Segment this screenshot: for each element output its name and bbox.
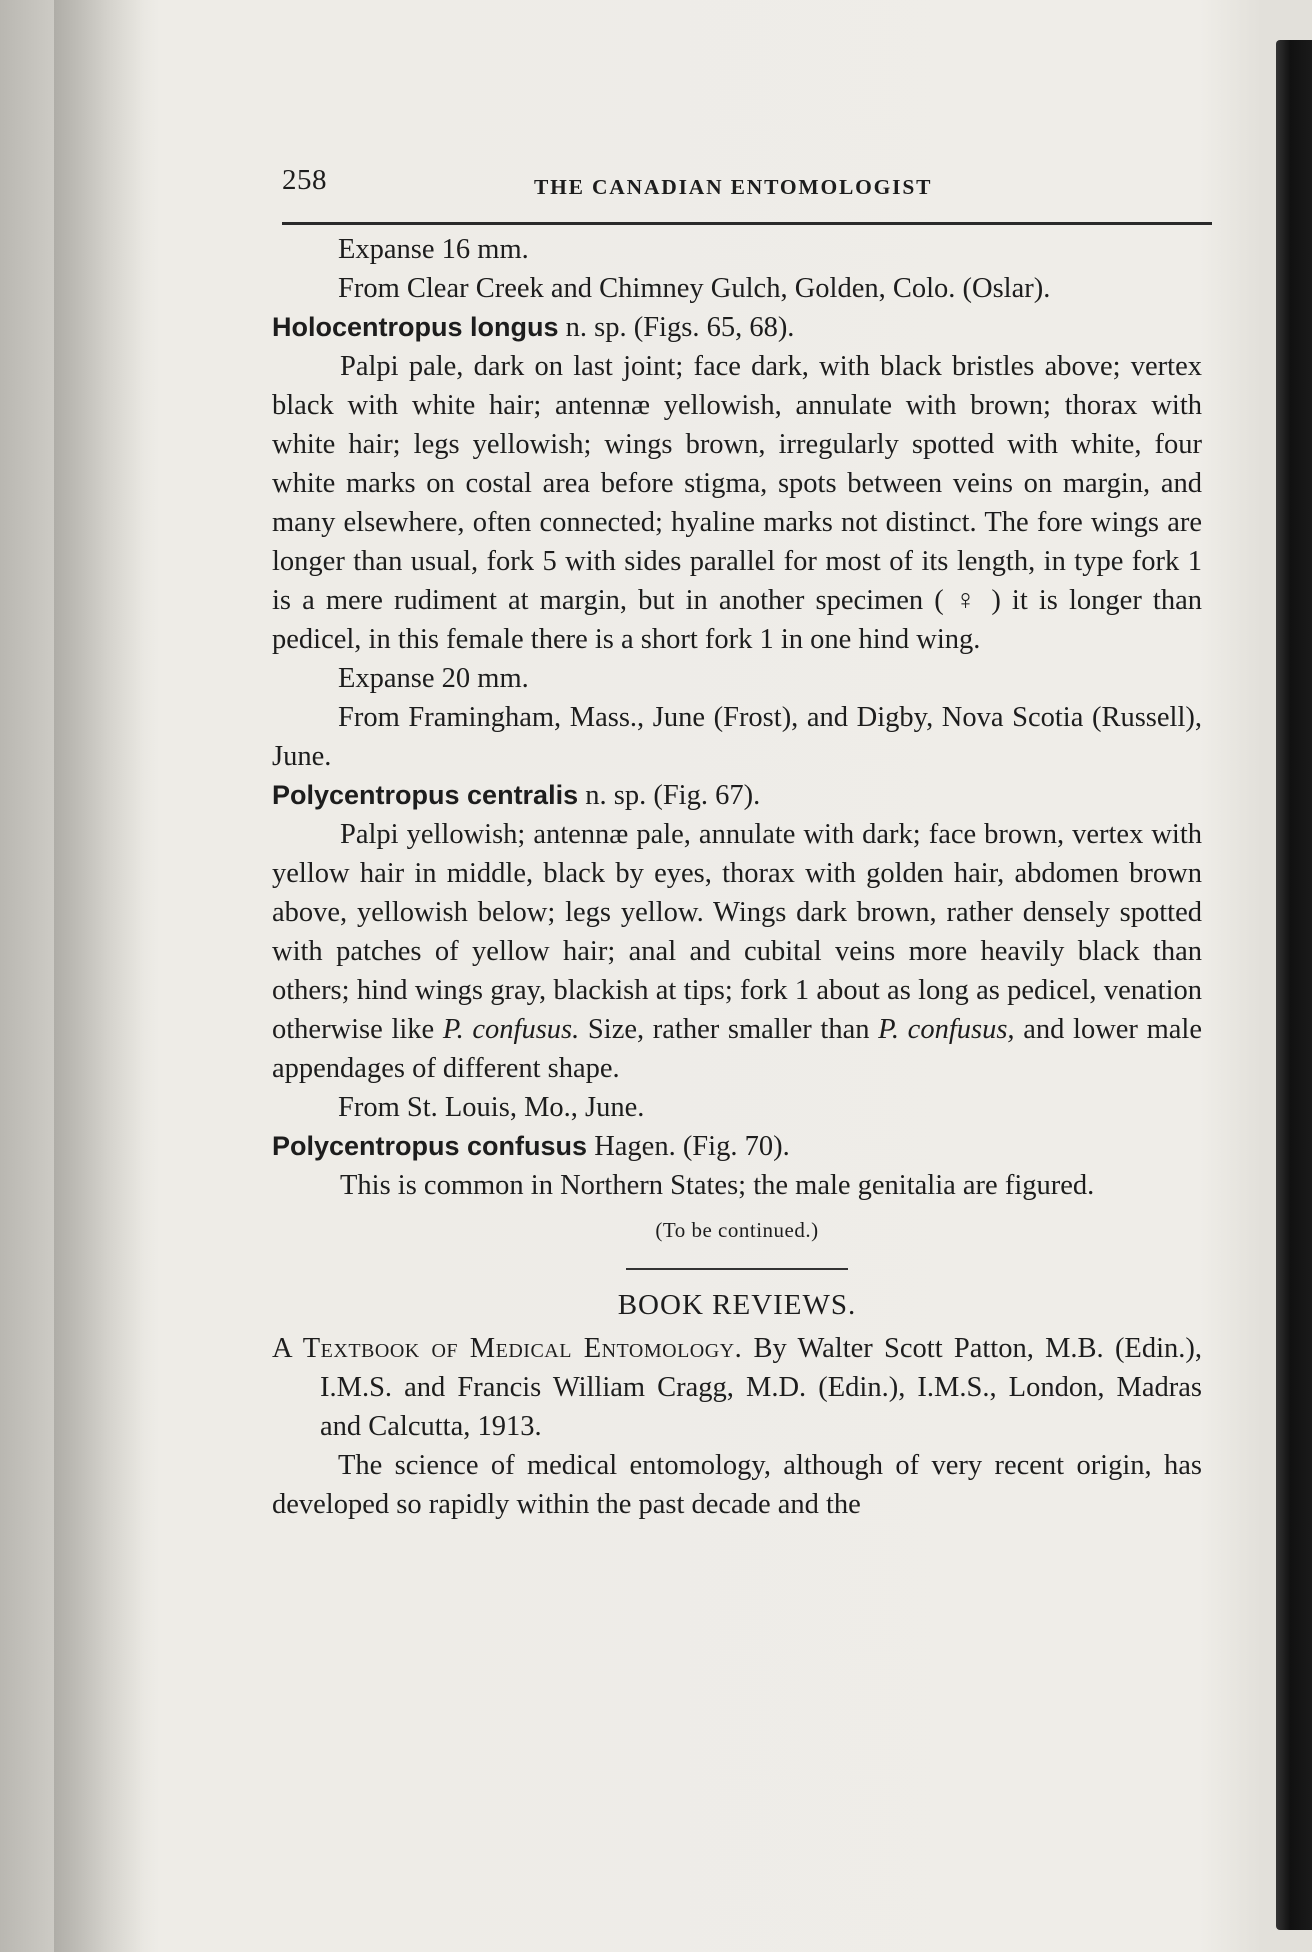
species-reference: Hagen. (Fig. 70). xyxy=(587,1131,790,1162)
description-text: and lower male appendages of different shape. xyxy=(272,1014,1202,1084)
species-heading xyxy=(272,1127,1202,1166)
locality-line: From St. Louis, Mo., June. xyxy=(338,1092,645,1123)
header-rule xyxy=(282,222,1212,225)
species-reference: n. sp. (Fig. 67). xyxy=(578,780,761,811)
species-heading xyxy=(272,776,1202,815)
description-text: Palpi yellowish; antennæ pale, annulate with dark; face brown, vertex with yellow hair in middle, black by eyes, thorax with golden hair, abdomen brown above, yellowish below; legs yellow. Wings dark brown, rather densely spotted with patches of yellow hair; anal and cubital veins more heavily black than others; hind wings gray, blackish at tips; fork 1 about as long as pedicel, venation otherwise like xyxy=(272,819,1202,1045)
page-header xyxy=(282,164,1212,224)
locality-line: From Framingham, Mass., June (Frost), and Digby, Nova Scotia (Russell), June. xyxy=(272,702,1202,772)
species-reference-italic: P. confusus, xyxy=(878,1014,1015,1045)
review-citation xyxy=(272,1329,1202,1446)
expanse-line: Expanse 16 mm. xyxy=(338,234,529,265)
species-description xyxy=(272,815,1202,1088)
section-divider xyxy=(626,1268,848,1270)
species-description: This is common in Northern States; the male genitalia are figured. xyxy=(340,1170,1095,1201)
description-text: Size, rather smaller than xyxy=(579,1014,879,1045)
page-edge-shadow xyxy=(1276,40,1312,1930)
species-reference-italic: P. confusus. xyxy=(442,1014,580,1045)
review-book-title: A Textbook of Medical Entomology. xyxy=(272,1333,743,1364)
species-heading xyxy=(272,308,1202,347)
locality-line: From Clear Creek and Chimney Gulch, Golden, Colo. (Oslar). xyxy=(338,273,1051,304)
species-name: Holocentropus longus xyxy=(272,312,559,342)
page-body xyxy=(272,230,1202,1524)
species-description: Palpi pale, dark on last joint; face dark, with black bristles above; vertex black with white hair; antennæ yellowish, annulate with brown; thorax with white hair; legs yellowish; wings brown, irregularly spotted with white, four white marks on costal area before stigma, spots between veins on margin, and many elsewhere, often connected; hyaline marks not distinct. The fore wings are longer than usual, fork 5 with sides parallel for most of its length, in type fork 1 is a mere rudiment at margin, but in another specimen ( ♀ ) it is longer than pedicel, in this female there is a short fork 1 in one hind wing. xyxy=(272,351,1202,655)
section-title: BOOK REVIEWS. xyxy=(617,1289,857,1321)
expanse-line: Expanse 20 mm. xyxy=(338,663,529,694)
species-reference: n. sp. (Figs. 65, 68). xyxy=(558,312,795,343)
continued-note: (To be continued.) xyxy=(655,1218,819,1242)
spine-shadow xyxy=(54,0,144,1952)
review-body: The science of medical entomology, although of very recent origin, has developed so rapidly within the past decade and the xyxy=(272,1450,1202,1520)
species-name: Polycentropus centralis xyxy=(272,780,579,810)
species-name: Polycentropus confusus xyxy=(272,1131,588,1161)
running-title: THE CANADIAN ENTOMOLOGIST xyxy=(534,175,933,199)
page-number: 258 xyxy=(282,164,327,196)
review-book-details: By Walter Scott Patton, M.B. (Edin.), I.M.S. and Francis William Cragg, M.D. (Edin.), I.M.S., London, Madras and Calcutta, 1913. xyxy=(320,1333,1202,1442)
